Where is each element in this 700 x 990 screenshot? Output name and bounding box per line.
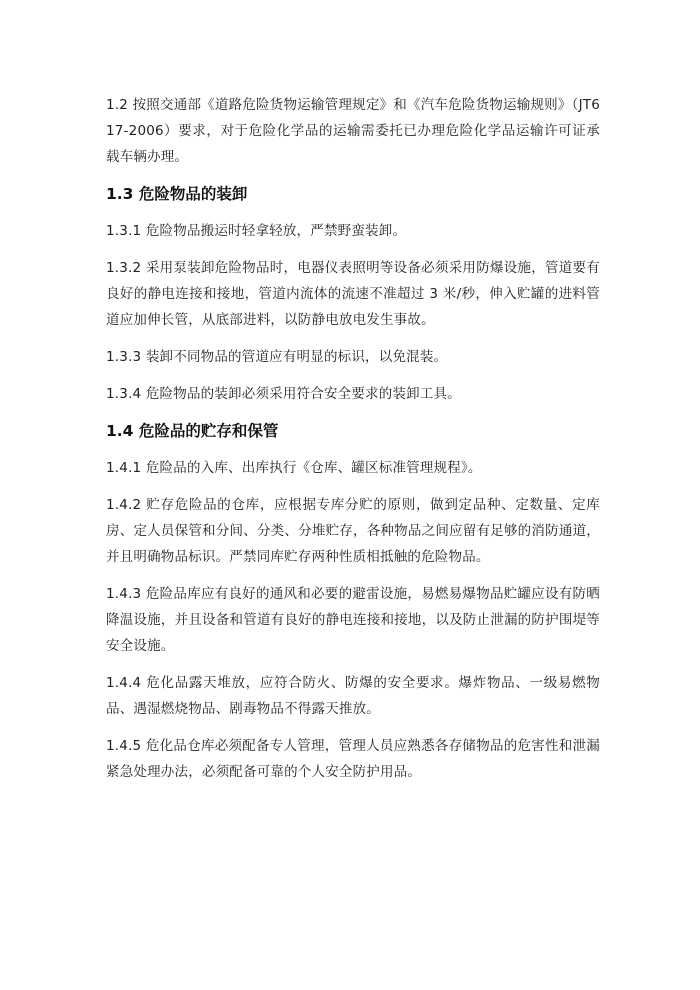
paragraph-1-3-2: 1.3.2 采用泵装卸危险物品时，电器仪表照明等设备必须采用防爆设施，管道要有良好的静电连接和接地，管道内流体的流速不准超过 3 米/秒，伸入贮罐的进料管道应加伸长管，从底部进料，以防静电放电发生事故。	[106, 260, 600, 328]
document-body	[106, 92, 600, 796]
section-heading-1-3: 1.3 危险物品的装卸	[106, 185, 248, 203]
paragraph-1-4-3: 1.4.3 危险品库应有良好的通风和必要的避雷设施，易燃易爆物品贮罐应设有防晒降温设施，并且设备和管道有良好的静电连接和接地，以及防止泄漏的防护围堤等安全设施。	[106, 586, 600, 654]
paragraph-1-2: 1.2 按照交通部《道路危险货物运输管理规定》和《汽车危险货物运输规则》（JT617-2006）要求，对于危险化学品的运输需委托已办理危险化学品运输许可证承载车辆办理。	[106, 97, 600, 165]
paragraph-1-4-5: 1.4.5 危化品仓库必须配备专人管理，管理人员应熟悉各存储物品的危害性和泄漏紧急处理办法，必须配备可靠的个人安全防护用品。	[106, 738, 600, 780]
paragraph-1-4-4: 1.4.4 危化品露天堆放，应符合防火、防爆的安全要求。爆炸物品、一级易燃物品、遇湿燃烧物品、剧毒物品不得露天推放。	[106, 675, 600, 717]
paragraph-1-4-2: 1.4.2 贮存危险品的仓库，应根据专库分贮的原则，做到定品种、定数量、定库房、定人员保管和分间、分类、分堆贮存，各种物品之间应留有足够的消防通道，并且明确物品标识。严禁同库贮存两种性质相抵触的危险物品。	[106, 497, 600, 565]
paragraph-1-3-3: 1.3.3 装卸不同物品的管道应有明显的标识，以免混装。	[106, 349, 448, 365]
section-heading-1-4: 1.4 危险品的贮存和保管	[106, 422, 279, 440]
paragraph-1-3-4: 1.3.4 危险物品的装卸必须采用符合安全要求的装卸工具。	[106, 386, 461, 402]
paragraph-1-4-1: 1.4.1 危险品的入库、出库执行《仓库、罐区标准管理规程》。	[106, 460, 482, 476]
paragraph-1-3-1: 1.3.1 危险物品搬运时轻拿轻放，严禁野蛮装卸。	[106, 223, 407, 239]
